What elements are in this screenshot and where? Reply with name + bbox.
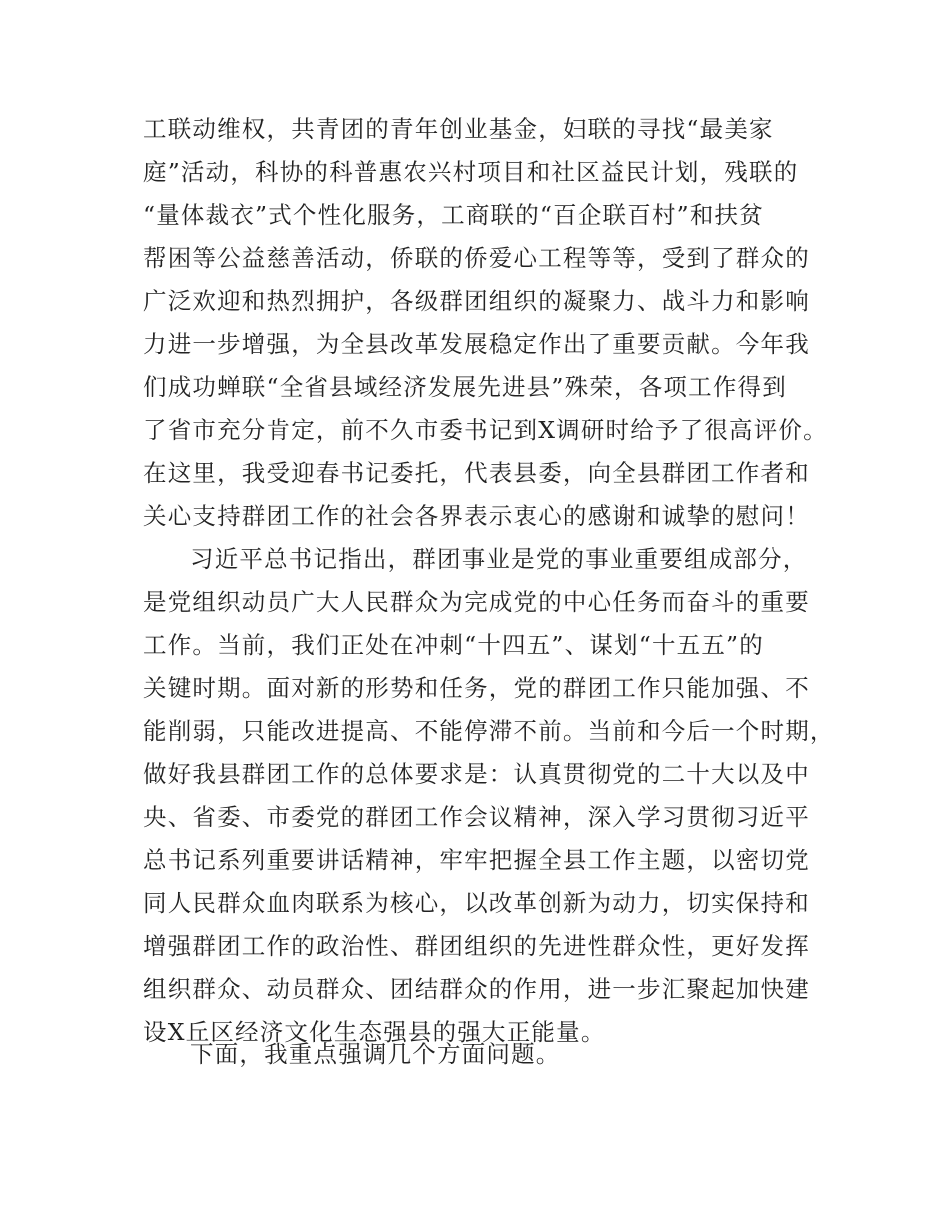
text-line: 同人民群众血肉联系为核心，以改革创新为动力，切实保持和 bbox=[143, 889, 810, 917]
text-line: 在这里，我受迎春书记委托，代表县委，向全县群团工作者和 bbox=[143, 459, 810, 487]
text-line: 组织群众、动员群众、团结群众的作用，进一步汇聚起加快建 bbox=[143, 975, 810, 1003]
text-line: 设X丘区经济文化生态强县的强大正能量。 bbox=[143, 1018, 606, 1046]
text-line: “量体裁衣”式个性化服务，工商联的“百企联百村”和扶贫 bbox=[143, 201, 764, 229]
text-line: 广泛欢迎和热烈拥护，各级群团组织的凝聚力、战斗力和影响 bbox=[143, 287, 810, 315]
text-line: 力进一步增强，为全县改革发展稳定作出了重要贡献。今年我 bbox=[143, 330, 810, 358]
text-line: 了省市充分肯定，前不久市委书记到X调研时给予了很高评价。 bbox=[143, 416, 828, 444]
text-line: 关键时期。面对新的形势和任务，党的群团工作只能加强、不 bbox=[143, 674, 810, 702]
text-line: 关心支持群团工作的社会各界表示衷心的感谢和诚挚的慰问！ bbox=[143, 502, 810, 530]
text-line: 增强群团工作的政治性、群团组织的先进性群众性，更好发挥 bbox=[143, 932, 810, 960]
paragraph-general-requirements bbox=[143, 538, 835, 1054]
text-line: 总书记系列重要讲话精神，牢牢把握全县工作主题，以密切党 bbox=[143, 846, 810, 874]
text-line: 是党组织动员广大人民群众为完成党的中心任务而奋斗的重要 bbox=[143, 588, 810, 616]
text-line: 能削弱，只能改进提高、不能停滞不前。当前和今后一个时期， bbox=[143, 717, 835, 745]
paragraph-continuation bbox=[143, 108, 828, 538]
text-line: 做好我县群团工作的总体要求是：认真贯彻党的二十大以及中 bbox=[143, 760, 810, 788]
text-line: 们成功蝉联“全省县域经济发展先进县”殊荣，各项工作得到 bbox=[143, 373, 787, 401]
text-line: 工作。当前，我们正处在冲刺“十四五”、谋划“十五五”的 bbox=[143, 631, 764, 659]
paragraph-transition bbox=[143, 1033, 823, 1076]
text-line: 工联动维权，共青团的青年创业基金，妇联的寻找“最美家 bbox=[143, 115, 774, 143]
text-line: 帮困等公益慈善活动，侨联的侨爱心工程等等，受到了群众的 bbox=[143, 244, 810, 272]
text-line: 庭”活动，科协的科普惠农兴村项目和社区益民计划，残联的 bbox=[143, 158, 799, 186]
text-line: 央、省委、市委党的群团工作会议精神，深入学习贯彻习近平 bbox=[143, 803, 810, 831]
text-line: 习近平总书记指出，群团事业是党的事业重要组成部分， bbox=[190, 545, 808, 573]
text-line: 下面，我重点强调几个方面问题。 bbox=[190, 1040, 561, 1068]
